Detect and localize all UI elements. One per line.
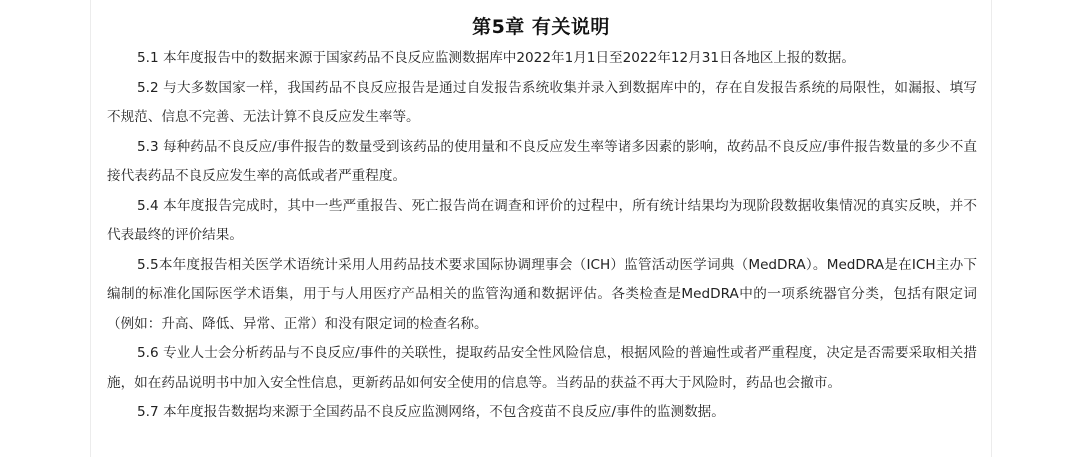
paragraph-5-1: 5.1 本年度报告中的数据来源于国家药品不良反应监测数据库中2022年1月1日至2022年12月31日各地区上报的数据。 — [137, 50, 855, 66]
chapter-body — [107, 44, 977, 428]
paragraph-5-3: 5.3 每种药品不良反应/事件报告的数量受到该药品的使用量和不良反应发生率等诸多因素的影响，故药品不良反应/事件报告数量的多少不直接代表药品不良反应发生率的高低或者严重程度。 — [107, 138, 977, 184]
paragraph-5-6: 5.6 专业人士会分析药品与不良反应/事件的关联性，提取药品安全性风险信息，根据风险的普遍性或者严重程度，决定是否需要采取相关措施，如在药品说明书中加入安全性信息，更新药品如何安全使用的信息等。当药品的获益不再大于风险时，药品也会撤市。 — [107, 345, 977, 391]
paragraph-5-5: 5.5本年度报告相关医学术语统计采用人用药品技术要求国际协调理事会（ICH）监管活动医学词典（MedDRA）。MedDRA是在ICH主办下编制的标准化国际医学术语集，用于与人用医疗产品相关的监管沟通和数据评估。各类检查是MedDRA中的一项系统器官分类，包括有限定词（例如：升高、降低、异常、正常）和没有限定词的检查名称。 — [107, 256, 977, 332]
paragraph-5-7: 5.7 本年度报告数据均来源于全国药品不良反应监测网络，不包含疫苗不良反应/事件的监测数据。 — [137, 404, 725, 420]
chapter-title: 第5章 有关说明 — [472, 16, 610, 38]
paragraph-5-2: 5.2 与大多数国家一样，我国药品不良反应报告是通过自发报告系统收集并录入到数据库中的，存在自发报告系统的局限性，如漏报、填写不规范、信息不完善、无法计算不良反应发生率等。 — [107, 79, 977, 125]
paragraph-5-4: 5.4 本年度报告完成时，其中一些严重报告、死亡报告尚在调查和评价的过程中，所有统计结果均为现阶段数据收集情况的真实反映，并不代表最终的评价结果。 — [107, 197, 977, 243]
document-page — [90, 0, 992, 457]
